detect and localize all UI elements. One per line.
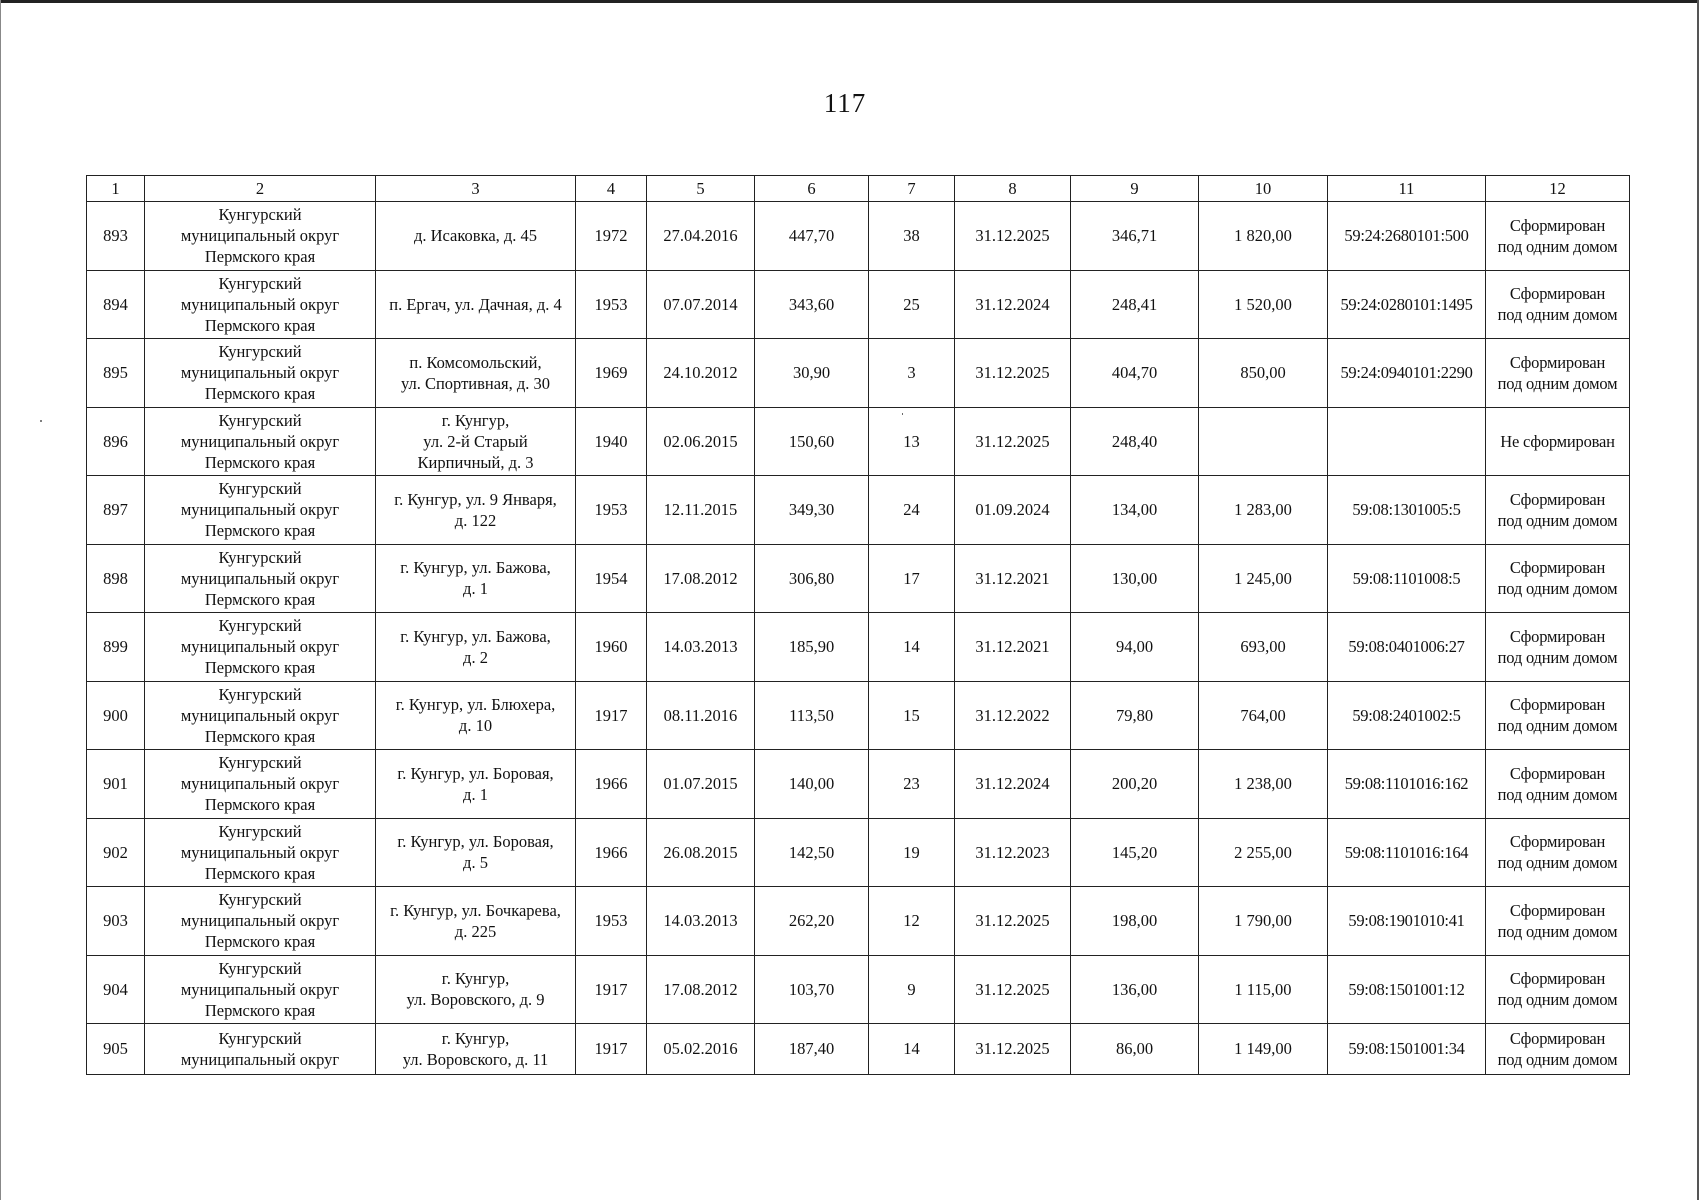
- table-row: [87, 1024, 1630, 1075]
- column-header-11: 11: [1328, 176, 1486, 202]
- row-number-cell: 895: [87, 339, 145, 408]
- address-cell: г. Кунгур, ул. Блюхера, д. 10: [376, 681, 576, 750]
- table-row: [87, 270, 1630, 339]
- address-cell: г. Кунгур, ул. Бочкарева, д. 225: [376, 887, 576, 956]
- land-status-cell: Сформирован под одним домом: [1486, 476, 1630, 545]
- table-row: [87, 681, 1630, 750]
- year-built-cell: 1953: [576, 270, 647, 339]
- table-row: [87, 955, 1630, 1024]
- cadastral-number-cell: 59:24:0280101:1495: [1328, 270, 1486, 339]
- area-cell: 343,60: [755, 270, 869, 339]
- area-cell: 30,90: [755, 339, 869, 408]
- date-cell: 08.11.2016: [647, 681, 755, 750]
- land-area-cell: 1 820,00: [1199, 202, 1328, 271]
- date-cell: 01.07.2015: [647, 750, 755, 819]
- date-cell: 12.11.2015: [647, 476, 755, 545]
- value-cell: 86,00: [1071, 1024, 1199, 1075]
- cadastral-number-cell: [1328, 407, 1486, 476]
- land-area-cell: 1 115,00: [1199, 955, 1328, 1024]
- land-status-cell: Сформирован под одним домом: [1486, 818, 1630, 887]
- municipality-cell: Кунгурский муниципальный округ Пермского края: [145, 818, 376, 887]
- address-cell: г. Кунгур, ул. Бажова, д. 1: [376, 544, 576, 613]
- address-cell: г. Кунгур, ул. 2-й Старый Кирпичный, д. 3: [376, 407, 576, 476]
- year-built-cell: 1917: [576, 1024, 647, 1075]
- area-cell: 185,90: [755, 613, 869, 682]
- row-number-cell: 902: [87, 818, 145, 887]
- value-cell: 145,20: [1071, 818, 1199, 887]
- date-cell: 07.07.2014: [647, 270, 755, 339]
- column-header-8: 8: [955, 176, 1071, 202]
- deadline-cell: 31.12.2023: [955, 818, 1071, 887]
- value-cell: 94,00: [1071, 613, 1199, 682]
- value-cell: 346,71: [1071, 202, 1199, 271]
- deadline-cell: 31.12.2024: [955, 270, 1071, 339]
- municipality-cell: Кунгурский муниципальный округ Пермского края: [145, 613, 376, 682]
- column-header-7: 7: [869, 176, 955, 202]
- cadastral-number-cell: 59:08:2401002:5: [1328, 681, 1486, 750]
- municipality-cell: Кунгурский муниципальный округ Пермского края: [145, 476, 376, 545]
- residents-cell: 9: [869, 955, 955, 1024]
- land-area-cell: 2 255,00: [1199, 818, 1328, 887]
- value-cell: 136,00: [1071, 955, 1199, 1024]
- area-cell: 262,20: [755, 887, 869, 956]
- value-cell: 404,70: [1071, 339, 1199, 408]
- date-cell: 14.03.2013: [647, 613, 755, 682]
- residents-cell: 23: [869, 750, 955, 819]
- column-header-5: 5: [647, 176, 755, 202]
- land-area-cell: 850,00: [1199, 339, 1328, 408]
- row-number-cell: 896: [87, 407, 145, 476]
- land-area-cell: 764,00: [1199, 681, 1328, 750]
- year-built-cell: 1966: [576, 750, 647, 819]
- date-cell: 17.08.2012: [647, 955, 755, 1024]
- table-row: [87, 544, 1630, 613]
- cadastral-number-cell: 59:08:1501001:34: [1328, 1024, 1486, 1075]
- land-status-cell: Не сформирован: [1486, 407, 1630, 476]
- cadastral-number-cell: 59:08:1101016:162: [1328, 750, 1486, 819]
- address-cell: г. Кунгур, ул. Боровая, д. 5: [376, 818, 576, 887]
- land-area-cell: 1 790,00: [1199, 887, 1328, 956]
- date-cell: 26.08.2015: [647, 818, 755, 887]
- year-built-cell: 1917: [576, 955, 647, 1024]
- column-header-9: 9: [1071, 176, 1199, 202]
- address-cell: г. Кунгур, ул. Воровского, д. 9: [376, 955, 576, 1024]
- value-cell: 130,00: [1071, 544, 1199, 613]
- municipality-cell: Кунгурский муниципальный округ: [145, 1024, 376, 1075]
- year-built-cell: 1940: [576, 407, 647, 476]
- area-cell: 103,70: [755, 955, 869, 1024]
- cadastral-number-cell: 59:08:1101008:5: [1328, 544, 1486, 613]
- value-cell: 248,41: [1071, 270, 1199, 339]
- address-cell: п. Ергач, ул. Дачная, д. 4: [376, 270, 576, 339]
- address-cell: г. Кунгур, ул. Боровая, д. 1: [376, 750, 576, 819]
- land-status-cell: Сформирован под одним домом: [1486, 544, 1630, 613]
- cadastral-number-cell: 59:24:2680101:500: [1328, 202, 1486, 271]
- address-cell: п. Комсомольский, ул. Спортивная, д. 30: [376, 339, 576, 408]
- deadline-cell: 31.12.2025: [955, 407, 1071, 476]
- municipality-cell: Кунгурский муниципальный округ Пермского края: [145, 407, 376, 476]
- table-body: [87, 202, 1630, 1075]
- table-row: [87, 407, 1630, 476]
- land-area-cell: 1 283,00: [1199, 476, 1328, 545]
- row-number-cell: 904: [87, 955, 145, 1024]
- land-status-cell: Сформирован под одним домом: [1486, 1024, 1630, 1075]
- row-number-cell: 894: [87, 270, 145, 339]
- residents-cell: 12: [869, 887, 955, 956]
- row-number-cell: 897: [87, 476, 145, 545]
- row-number-cell: 898: [87, 544, 145, 613]
- address-cell: г. Кунгур, ул. Воровского, д. 11: [376, 1024, 576, 1075]
- residents-cell: 13: [869, 407, 955, 476]
- residents-cell: 3: [869, 339, 955, 408]
- date-cell: 05.02.2016: [647, 1024, 755, 1075]
- municipality-cell: Кунгурский муниципальный округ Пермского края: [145, 339, 376, 408]
- land-area-cell: 1 149,00: [1199, 1024, 1328, 1075]
- area-cell: 142,50: [755, 818, 869, 887]
- year-built-cell: 1966: [576, 818, 647, 887]
- column-header-2: 2: [145, 176, 376, 202]
- column-number-row: [87, 176, 1630, 202]
- land-status-cell: Сформирован под одним домом: [1486, 750, 1630, 819]
- address-cell: г. Кунгур, ул. Бажова, д. 2: [376, 613, 576, 682]
- deadline-cell: 31.12.2025: [955, 339, 1071, 408]
- residents-cell: 14: [869, 613, 955, 682]
- scan-edge-left: [0, 0, 1, 1200]
- date-cell: 14.03.2013: [647, 887, 755, 956]
- scan-edge-top: [0, 0, 1699, 3]
- area-cell: 113,50: [755, 681, 869, 750]
- cadastral-number-cell: 59:08:1901010:41: [1328, 887, 1486, 956]
- value-cell: 198,00: [1071, 887, 1199, 956]
- land-area-cell: 1 238,00: [1199, 750, 1328, 819]
- land-status-cell: Сформирован под одним домом: [1486, 955, 1630, 1024]
- column-header-6: 6: [755, 176, 869, 202]
- municipality-cell: Кунгурский муниципальный округ Пермского края: [145, 544, 376, 613]
- table-row: [87, 750, 1630, 819]
- land-status-cell: Сформирован под одним домом: [1486, 613, 1630, 682]
- table-row: [87, 476, 1630, 545]
- year-built-cell: 1960: [576, 613, 647, 682]
- deadline-cell: 31.12.2025: [955, 202, 1071, 271]
- municipality-cell: Кунгурский муниципальный округ Пермского края: [145, 681, 376, 750]
- value-cell: 200,20: [1071, 750, 1199, 819]
- cadastral-number-cell: 59:08:0401006:27: [1328, 613, 1486, 682]
- deadline-cell: 31.12.2022: [955, 681, 1071, 750]
- page-number: 117: [823, 88, 867, 118]
- date-cell: 17.08.2012: [647, 544, 755, 613]
- year-built-cell: 1969: [576, 339, 647, 408]
- land-status-cell: Сформирован под одним домом: [1486, 887, 1630, 956]
- residents-cell: 15: [869, 681, 955, 750]
- address-cell: д. Исаковка, д. 45: [376, 202, 576, 271]
- cadastral-number-cell: 59:08:1101016:164: [1328, 818, 1486, 887]
- municipality-cell: Кунгурский муниципальный округ Пермского края: [145, 202, 376, 271]
- area-cell: 306,80: [755, 544, 869, 613]
- municipality-cell: Кунгурский муниципальный округ Пермского края: [145, 887, 376, 956]
- table-row: [87, 613, 1630, 682]
- land-area-cell: [1199, 407, 1328, 476]
- land-area-cell: 1 520,00: [1199, 270, 1328, 339]
- column-header-10: 10: [1199, 176, 1328, 202]
- date-cell: 24.10.2012: [647, 339, 755, 408]
- deadline-cell: 31.12.2025: [955, 955, 1071, 1024]
- residents-cell: 38: [869, 202, 955, 271]
- row-number-cell: 905: [87, 1024, 145, 1075]
- municipality-cell: Кунгурский муниципальный округ Пермского края: [145, 270, 376, 339]
- residents-cell: 24: [869, 476, 955, 545]
- date-cell: 27.04.2016: [647, 202, 755, 271]
- land-area-cell: 1 245,00: [1199, 544, 1328, 613]
- cadastral-number-cell: 59:08:1301005:5: [1328, 476, 1486, 545]
- date-cell: 02.06.2015: [647, 407, 755, 476]
- row-number-cell: 900: [87, 681, 145, 750]
- land-area-cell: 693,00: [1199, 613, 1328, 682]
- column-header-3: 3: [376, 176, 576, 202]
- land-status-cell: Сформирован под одним домом: [1486, 202, 1630, 271]
- deadline-cell: 31.12.2021: [955, 613, 1071, 682]
- year-built-cell: 1972: [576, 202, 647, 271]
- row-number-cell: 901: [87, 750, 145, 819]
- address-cell: г. Кунгур, ул. 9 Января, д. 122: [376, 476, 576, 545]
- area-cell: 140,00: [755, 750, 869, 819]
- value-cell: 79,80: [1071, 681, 1199, 750]
- cadastral-number-cell: 59:08:1501001:12: [1328, 955, 1486, 1024]
- residents-cell: 14: [869, 1024, 955, 1075]
- column-header-4: 4: [576, 176, 647, 202]
- scan-speck: [40, 420, 42, 422]
- year-built-cell: 1953: [576, 476, 647, 545]
- column-header-12: 12: [1486, 176, 1630, 202]
- row-number-cell: 893: [87, 202, 145, 271]
- residents-cell: 19: [869, 818, 955, 887]
- table-header: [87, 176, 1630, 202]
- table-row: [87, 339, 1630, 408]
- value-cell: 248,40: [1071, 407, 1199, 476]
- column-header-1: 1: [87, 176, 145, 202]
- row-number-cell: 899: [87, 613, 145, 682]
- area-cell: 187,40: [755, 1024, 869, 1075]
- residents-cell: 17: [869, 544, 955, 613]
- year-built-cell: 1917: [576, 681, 647, 750]
- table-row: [87, 202, 1630, 271]
- land-status-cell: Сформирован под одним домом: [1486, 270, 1630, 339]
- cadastral-number-cell: 59:24:0940101:2290: [1328, 339, 1486, 408]
- municipality-cell: Кунгурский муниципальный округ Пермского края: [145, 955, 376, 1024]
- municipality-cell: Кунгурский муниципальный округ Пермского края: [145, 750, 376, 819]
- year-built-cell: 1953: [576, 887, 647, 956]
- area-cell: 349,30: [755, 476, 869, 545]
- year-built-cell: 1954: [576, 544, 647, 613]
- deadline-cell: 31.12.2025: [955, 887, 1071, 956]
- deadline-cell: 31.12.2025: [955, 1024, 1071, 1075]
- housing-registry-table: [86, 175, 1630, 1075]
- land-status-cell: Сформирован под одним домом: [1486, 681, 1630, 750]
- table-row: [87, 818, 1630, 887]
- deadline-cell: 01.09.2024: [955, 476, 1071, 545]
- row-number-cell: 903: [87, 887, 145, 956]
- value-cell: 134,00: [1071, 476, 1199, 545]
- area-cell: 447,70: [755, 202, 869, 271]
- table-row: [87, 887, 1630, 956]
- deadline-cell: 31.12.2024: [955, 750, 1071, 819]
- residents-cell: 25: [869, 270, 955, 339]
- deadline-cell: 31.12.2021: [955, 544, 1071, 613]
- area-cell: 150,60: [755, 407, 869, 476]
- land-status-cell: Сформирован под одним домом: [1486, 339, 1630, 408]
